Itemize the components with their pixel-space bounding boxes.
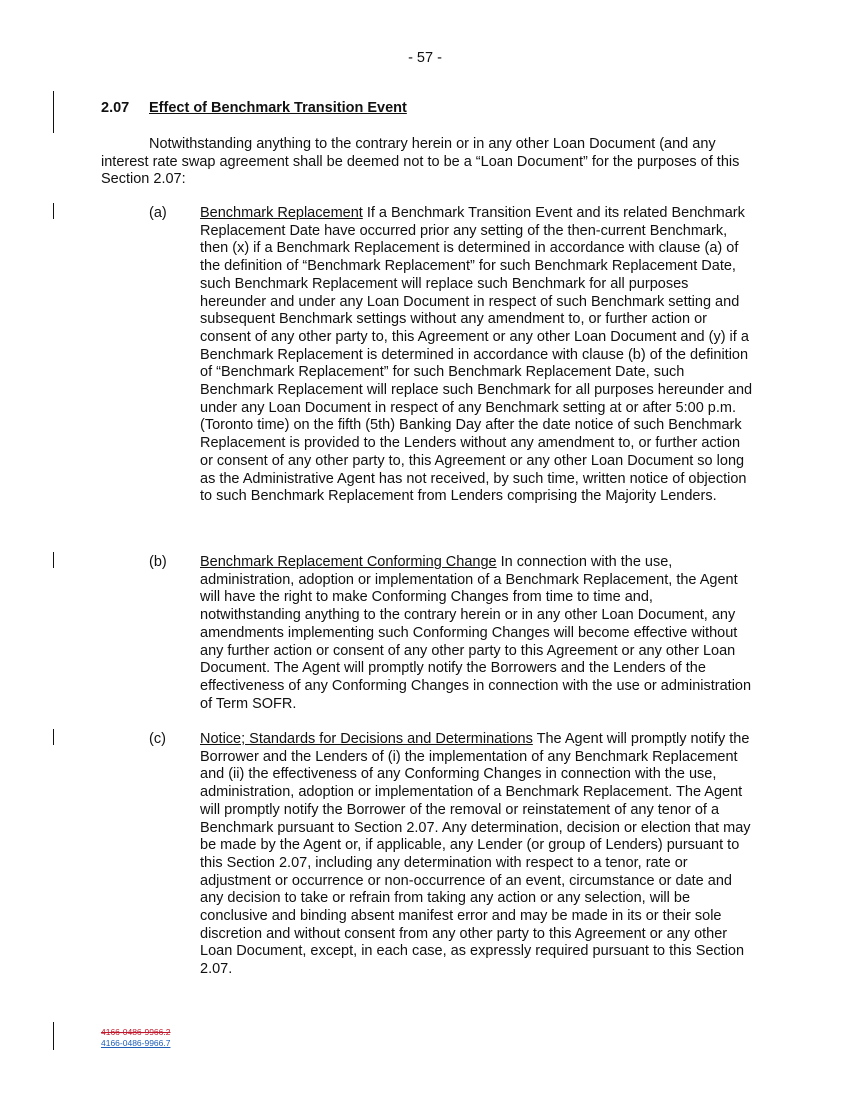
clause-label: (b) bbox=[149, 554, 167, 570]
clause-body bbox=[200, 731, 754, 979]
section-heading bbox=[101, 100, 407, 116]
clause-heading: Benchmark Replacement Conforming Change bbox=[200, 554, 497, 570]
deleted-document-id: 4166-0486-9966.2 bbox=[101, 1027, 171, 1037]
clause-b bbox=[149, 554, 754, 713]
clause-text: In connection with the use, administration, adoption or implementation of a Benchmark Replacement, the Agent will have the right to make Conforming Changes from time to time and, notwithstanding anything to the contrary herein or in any other Loan Document, any amendments implementing such Conforming Changes will become effective without any further action or consent of any other party to this Agreement or any other Loan Document. The Agent will promptly notify the Borrowers and the Lenders of the effectiveness of any Conforming Changes in connection with the use or administration of Term SOFR. bbox=[200, 554, 752, 712]
clause-body bbox=[200, 554, 754, 713]
clause-label: (a) bbox=[149, 205, 167, 221]
change-bar-item-b bbox=[53, 552, 54, 568]
change-bar-item-a bbox=[53, 203, 54, 219]
clause-text: If a Benchmark Transition Event and its related Benchmark Replacement Date have occurred prior any setting of the then-current Benchmark, then (x) if a Benchmark Replacement is determined in accordance with clause (a) of the definition of “Benchmark Replacement” for such Benchmark Replacement Date, such Benchmark Replacement will replace such Benchmark for all purposes hereunder and under any Loan Document in respect of such Benchmark setting and subsequent Benchmark settings without any amendment to, or further action or consent of any other party to, this Agreement or any other Loan Document and (y) if a Benchmark Replacement is determined in accordance with clause (b) of the definition of “Benchmark Replacement” for such Benchmark Replacement Date, such Benchmark Replacement will replace such Benchmark for all purposes hereunder and under any Loan Document in respect of any Benchmark setting at or after 5:00 p.m. (Toronto time) on the fifth (5th) Banking Day after the date notice of such Benchmark Replacement is provided to the Lenders without any amendment to, or further action or consent of any other party to, this Agreement or any other Loan Document so long as the Administrative Agent has not received, by such time, written notice of objection to such Benchmark Replacement from Lenders comprising the Majority Lenders. bbox=[200, 205, 753, 505]
change-bar-footer bbox=[53, 1022, 54, 1050]
clause-heading: Notice; Standards for Decisions and Determinations bbox=[200, 731, 533, 747]
section-intro-paragraph: Notwithstanding anything to the contrary herein or in any other Loan Document (and any interest rate swap agreement shall be deemed not to be a “Loan Document” for the purposes of this Section 2.07: bbox=[101, 136, 740, 188]
change-bar-heading bbox=[53, 91, 54, 133]
inserted-document-id: 4166-0486-9966.7 bbox=[101, 1037, 171, 1048]
clause-c bbox=[149, 731, 754, 979]
change-bar-item-c bbox=[53, 729, 54, 745]
section-title: Effect of Benchmark Transition Event bbox=[149, 100, 407, 116]
section-number: 2.07 bbox=[101, 100, 130, 116]
clause-label: (c) bbox=[149, 731, 166, 747]
clause-heading: Benchmark Replacement bbox=[200, 205, 363, 221]
page-number: - 57 - bbox=[408, 50, 442, 66]
document-id-footer bbox=[101, 1027, 170, 1048]
clause-body bbox=[200, 205, 754, 506]
clause-a bbox=[149, 205, 754, 506]
clause-text: The Agent will promptly notify the Borrower and the Lenders of (i) the implementation of any Benchmark Replacement and (ii) the effectiveness of any Conforming Changes in connection with the use, administration, adoption or implementation of a Benchmark Replacement. The Agent will promptly notify the Borrower of the removal or reinstatement of any tenor of a Benchmark pursuant to Section 2.07. Any determination, decision or election that may be made by the Agent or, if applicable, any Lender (or group of Lenders) pursuant to this Section 2.07, including any determination with respect to a tenor, rate or adjustment or occurrence or non-occurrence of an event, circumstance or date and any decision to take or refrain from taking any action or any selection, will be conclusive and binding absent manifest error and may be made in its or their sole discretion and without consent from any other party to this Agreement or any other Loan Document, except, in each case, as expressly required pursuant to this Section 2.07. bbox=[200, 731, 751, 978]
